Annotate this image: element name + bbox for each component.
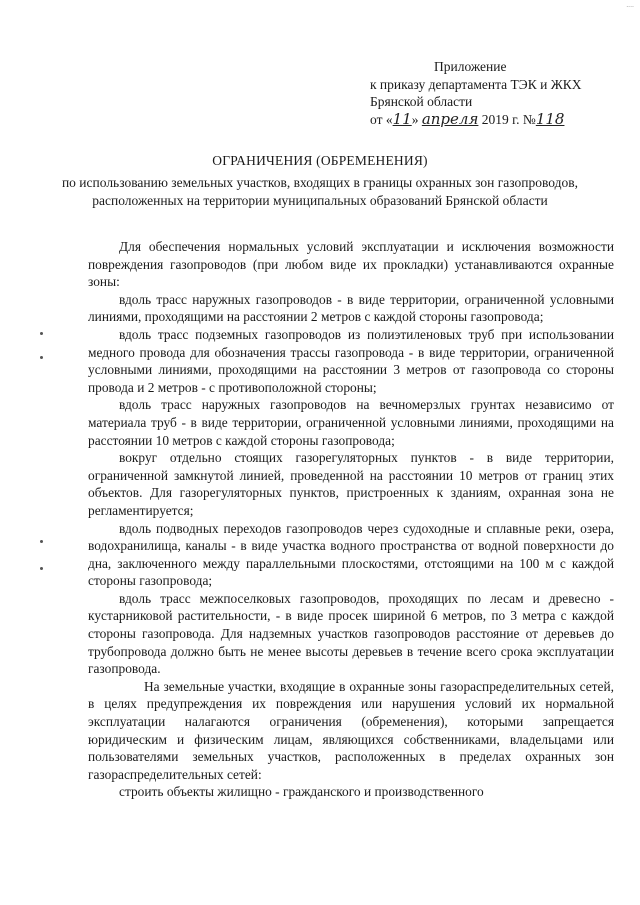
- appendix-order-line: к приказу департамента ТЭК и ЖКХ: [370, 76, 582, 92]
- heading-title: ОГРАНИЧЕНИЯ (ОБРЕМЕНЕНИЯ): [212, 153, 428, 168]
- heading-subtitle: по использованию земельных участков, входящих в границы охранных зон газопроводов, расположенных на территории муниципальных образований Брянской области: [61, 175, 579, 208]
- handwritten-day: 11: [392, 109, 412, 128]
- date-mid: »: [411, 111, 422, 127]
- scan-speck: [40, 332, 43, 335]
- body-paragraph: вокруг отдельно стоящих газорегуляторных пунктов - в виде территории, ограниченной замкнутой линией, проведенной на расстоянии 10 метров от границ этих объектов. Для газорегуляторных пунктов, пристроенных к зданиям, охранная зона не регламентируется;: [88, 450, 614, 518]
- date-year: 2019 г. №: [478, 111, 536, 127]
- appendix-date-line: [370, 111, 582, 129]
- body-paragraph: вдоль подводных переходов газопроводов через судоходные и сплавные реки, озера, водохранилища, каналы - в виде участка водного пространства от водной поверхности до дна, заключенного между параллельными плоскостями, отстоящими на 100 м с каждой стороны газопровода;: [88, 520, 614, 589]
- handwritten-number: 118: [535, 109, 565, 128]
- body-paragraph: вдоль трасс наружных газопроводов - в виде территории, ограниченной условными линиями, проходящими на расстоянии 2 метров с каждой стороны газопровода;: [88, 291, 614, 325]
- body-paragraph: Для обеспечения нормальных условий эксплуатации и исключения возможности повреждения газопроводов (при любом виде их прокладки) устанавливаются охранные зоны:: [88, 239, 614, 290]
- body-paragraph: вдоль трасс подземных газопроводов из полиэтиленовых труб при использовании медного провода для обозначения трассы газопровода - в виде территории, ограниченной условными линиями, проходящими на расстоянии 3 метров от газопровода со стороны провода и 2 метров - с противоположной стороны;: [88, 326, 614, 395]
- document-body: [88, 238, 614, 801]
- scan-speck: [40, 540, 43, 543]
- scan-speck: [40, 567, 43, 570]
- body-paragraph: строить объекты жилищно - гражданского и производственного: [119, 784, 484, 800]
- appendix-title: Приложение: [434, 59, 507, 74]
- body-paragraph: На земельные участки, входящие в охранные зоны газораспределительных сетей, в целях предупреждения их повреждения или нарушения условий их нормальной эксплуатации налагаются ограничения (обременения), которыми запрещается юридическим и физическим лицам, являющихся собственниками, владельцами или пользователями земельных участков, расположенных в пределах охранных зон газораспределительных сетей:: [88, 678, 614, 782]
- body-paragraph: вдоль трасс межпоселковых газопроводов, проходящих по лесам и древесно - кустарниковой растительности, - в виде просек шириной 6 метров, по 3 метра с каждой стороны газопровода. Для надземных участков газопроводов расстояние от деревьев до трубопровода должно быть не менее высоты деревьев в течение всего срока эксплуатации газопровода.: [88, 590, 614, 677]
- appendix-block: [370, 58, 582, 128]
- body-paragraph: вдоль трасс наружных газопроводов на вечномерзлых грунтах независимо от материала труб - в виде территории, ограниченной условными линиями, проходящими на расстоянии 10 метров с каждой стороны газопровода;: [88, 397, 614, 448]
- handwritten-month: апреля: [421, 109, 479, 128]
- scan-corner-mark: ....: [626, 2, 634, 9]
- date-prefix: от «: [370, 111, 393, 127]
- document-heading: [0, 152, 640, 210]
- appendix-region-line: Брянской области: [370, 94, 473, 109]
- scan-speck: [40, 356, 43, 359]
